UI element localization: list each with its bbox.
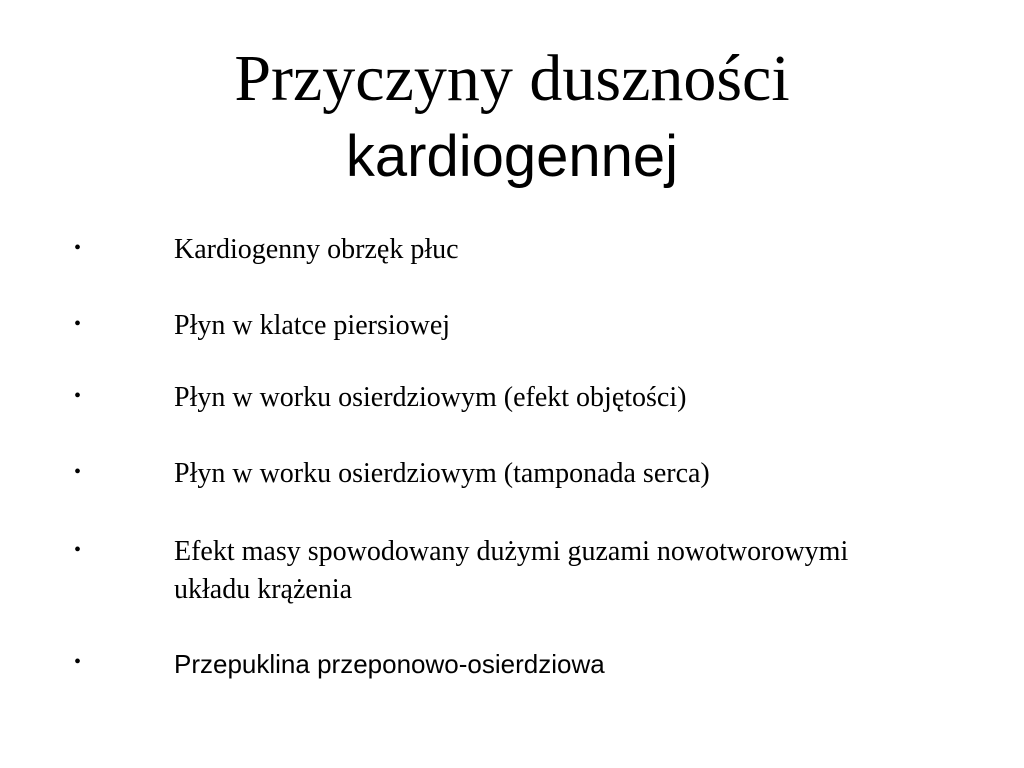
bullet-line: układu krążenia xyxy=(174,574,353,605)
bullet-marker: • xyxy=(74,539,82,561)
bullet-marker: • xyxy=(74,385,82,407)
bullet-marker: • xyxy=(74,651,82,673)
bullet-text xyxy=(174,645,974,683)
bullet-line: Kardiogenny obrzęk płuc xyxy=(174,234,459,265)
bullet-marker: • xyxy=(74,313,82,335)
bullet-text xyxy=(174,379,974,417)
bullet-text xyxy=(174,307,974,345)
bullet-line: Płyn w klatce piersiowej xyxy=(174,310,451,341)
bullet-line: Płyn w worku osierdziowym (efekt objętości) xyxy=(174,382,687,413)
bullet-text xyxy=(174,455,974,493)
title-line-2: kardiogennej xyxy=(345,124,679,189)
bullet-line: Efekt masy spowodowany dużymi guzami nowotworowymi xyxy=(174,536,849,567)
bullet-line: Przepuklina przeponowo-osierdziowa xyxy=(174,649,605,679)
bullet-text xyxy=(174,533,974,609)
bullet-marker: • xyxy=(74,237,82,259)
bullet-line: Płyn w worku osierdziowym (tamponada serca) xyxy=(174,458,710,489)
bullet-text xyxy=(174,231,974,269)
title-line-1: Przyczyny duszności xyxy=(234,42,790,115)
bullet-marker: • xyxy=(74,461,82,483)
